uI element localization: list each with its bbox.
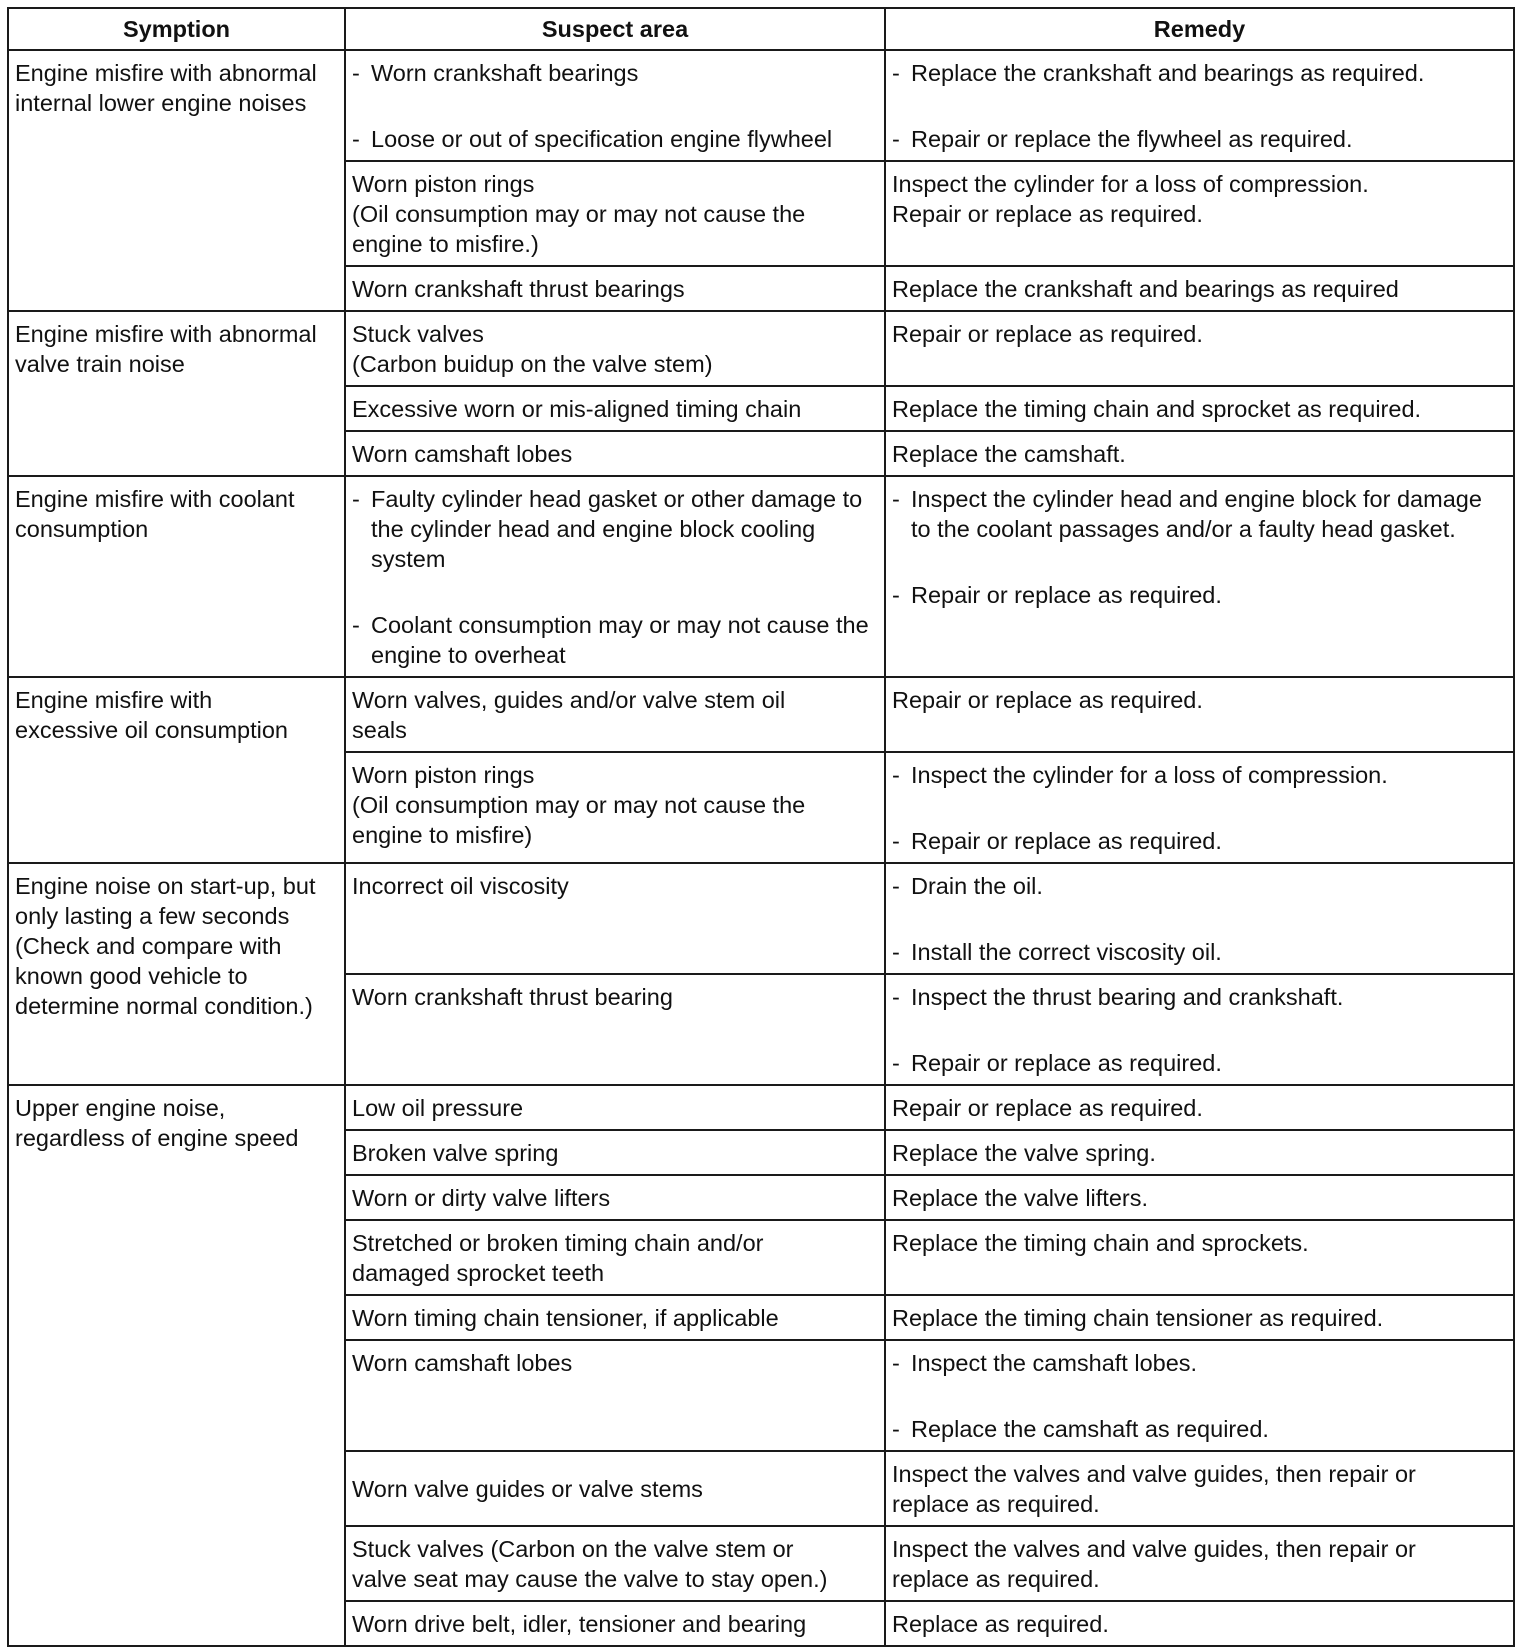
suspect-area-cell: Worn valves, guides and/or valve stem oil seals [345, 677, 885, 752]
remedy-bullet-text: Repair or replace as required. [911, 582, 1222, 608]
table-row [8, 677, 1514, 752]
remedy-bullet-item [892, 1348, 1507, 1378]
remedy-bullet-item [892, 124, 1507, 154]
remedy-bullet-text: Repair or replace as required. [911, 828, 1222, 854]
remedy-bullet-item [892, 982, 1507, 1012]
suspect-bullet-text: Worn crankshaft bearings [371, 60, 639, 86]
remedy-cell: Replace the camshaft. [885, 431, 1514, 476]
remedy-bullet-item [892, 580, 1507, 610]
remedy-cell [885, 863, 1514, 974]
table-body [8, 50, 1514, 1646]
suspect-area-cell: Worn camshaft lobes [345, 431, 885, 476]
remedy-bullet-item [892, 1048, 1507, 1078]
remedy-bullet-text: Inspect the cylinder head and engine block for damage to the coolant passages and/or a faulty head gasket. [911, 486, 1482, 542]
bullet-dash: - [892, 1350, 900, 1376]
suspect-area-cell: Worn camshaft lobes [345, 1340, 885, 1451]
suspect-area-cell [345, 476, 885, 677]
symptom-column-header: Symption [8, 8, 345, 50]
remedy-cell: Repair or replace as required. [885, 677, 1514, 752]
remedy-bullet-item [892, 484, 1507, 544]
suspect-area-cell: Worn timing chain tensioner, if applicable [345, 1295, 885, 1340]
bullet-dash: - [892, 828, 900, 854]
bullet-dash: - [892, 762, 900, 788]
table-row [8, 863, 1514, 974]
suspect-area-cell: Worn crankshaft thrust bearing [345, 974, 885, 1085]
suspect-area-cell: Worn piston rings (Oil consumption may or may not cause the engine to misfire) [345, 752, 885, 863]
remedy-cell: Replace the timing chain and sprocket as required. [885, 386, 1514, 431]
diagnosis-table [7, 7, 1515, 1647]
symptom-cell: Engine misfire with coolant consumption [8, 476, 345, 677]
bullet-dash: - [892, 1416, 900, 1442]
suspect-area-cell: Stretched or broken timing chain and/or damaged sprocket teeth [345, 1220, 885, 1295]
suspect-area-column-header: Suspect area [345, 8, 885, 50]
bullet-dash: - [352, 486, 360, 512]
remedy-cell [885, 974, 1514, 1085]
bullet-dash: - [352, 60, 360, 86]
remedy-cell: Repair or replace as required. [885, 1085, 1514, 1130]
suspect-bullet-text: Loose or out of specification engine flywheel [371, 126, 833, 152]
remedy-bullet-text: Inspect the cylinder for a loss of compression. [911, 762, 1388, 788]
suspect-bullet-item [352, 58, 878, 88]
remedy-bullet-item [892, 826, 1507, 856]
remedy-cell: Inspect the cylinder for a loss of compression. Repair or replace as required. [885, 161, 1514, 266]
bullet-dash: - [352, 126, 360, 152]
remedy-cell [885, 1340, 1514, 1451]
suspect-area-cell: Stuck valves (Carbon buidup on the valve stem) [345, 311, 885, 386]
suspect-area-cell: Broken valve spring [345, 1130, 885, 1175]
suspect-area-cell: Worn valve guides or valve stems [345, 1451, 885, 1526]
suspect-area-cell: Worn piston rings (Oil consumption may or may not cause the engine to misfire.) [345, 161, 885, 266]
table-row [8, 311, 1514, 386]
bullet-dash: - [892, 939, 900, 965]
remedy-bullet-item [892, 937, 1507, 967]
table-row [8, 1085, 1514, 1130]
remedy-cell [885, 752, 1514, 863]
remedy-cell: Repair or replace as required. [885, 311, 1514, 386]
remedy-bullet-item [892, 58, 1507, 88]
symptom-cell: Engine misfire with abnormal internal lower engine noises [8, 50, 345, 311]
remedy-bullet-item [892, 871, 1507, 901]
remedy-column-header: Remedy [885, 8, 1514, 50]
remedy-bullet-item [892, 760, 1507, 790]
suspect-area-cell: Worn crankshaft thrust bearings [345, 266, 885, 311]
suspect-area-cell: Worn or dirty valve lifters [345, 1175, 885, 1220]
suspect-bullet-item [352, 610, 878, 670]
table-row [8, 50, 1514, 161]
remedy-bullet-text: Inspect the thrust bearing and crankshaft. [911, 984, 1344, 1010]
suspect-bullet-text: Coolant consumption may or may not cause the engine to overheat [371, 612, 869, 668]
table-row [8, 476, 1514, 677]
remedy-bullet-text: Replace the crankshaft and bearings as required. [911, 60, 1425, 86]
suspect-bullet-item [352, 484, 878, 574]
suspect-bullet-item [352, 124, 878, 154]
suspect-area-cell: Low oil pressure [345, 1085, 885, 1130]
remedy-bullet-text: Drain the oil. [911, 873, 1043, 899]
suspect-area-cell: Excessive worn or mis-aligned timing chain [345, 386, 885, 431]
suspect-area-cell: Incorrect oil viscosity [345, 863, 885, 974]
remedy-cell: Replace the timing chain tensioner as required. [885, 1295, 1514, 1340]
suspect-area-cell [345, 50, 885, 161]
remedy-cell: Inspect the valves and valve guides, then repair or replace as required. [885, 1526, 1514, 1601]
bullet-dash: - [892, 126, 900, 152]
bullet-dash: - [892, 1050, 900, 1076]
header-row [8, 8, 1514, 50]
suspect-area-cell: Worn drive belt, idler, tensioner and bearing [345, 1601, 885, 1646]
remedy-cell: Replace as required. [885, 1601, 1514, 1646]
symptom-cell: Engine misfire with excessive oil consumption [8, 677, 345, 863]
remedy-bullet-text: Replace the camshaft as required. [911, 1416, 1269, 1442]
bullet-dash: - [892, 582, 900, 608]
suspect-area-cell: Stuck valves (Carbon on the valve stem or valve seat may cause the valve to stay open.) [345, 1526, 885, 1601]
remedy-bullet-text: Repair or replace as required. [911, 1050, 1222, 1076]
remedy-bullet-text: Inspect the camshaft lobes. [911, 1350, 1198, 1376]
remedy-cell [885, 476, 1514, 677]
remedy-cell: Replace the valve lifters. [885, 1175, 1514, 1220]
symptom-cell: Engine noise on start-up, but only lasting a few seconds (Check and compare with known good vehicle to determine normal condition.) [8, 863, 345, 1085]
remedy-bullet-text: Install the correct viscosity oil. [911, 939, 1222, 965]
remedy-cell: Replace the crankshaft and bearings as required [885, 266, 1514, 311]
remedy-cell: Replace the valve spring. [885, 1130, 1514, 1175]
bullet-dash: - [892, 984, 900, 1010]
bullet-dash: - [892, 486, 900, 512]
bullet-dash: - [892, 60, 900, 86]
remedy-cell: Replace the timing chain and sprockets. [885, 1220, 1514, 1295]
symptom-cell: Upper engine noise, regardless of engine speed [8, 1085, 345, 1646]
remedy-bullet-item [892, 1414, 1507, 1444]
suspect-bullet-text: Faulty cylinder head gasket or other damage to the cylinder head and engine block cooling system [371, 486, 863, 572]
remedy-cell [885, 50, 1514, 161]
remedy-cell: Inspect the valves and valve guides, then repair or replace as required. [885, 1451, 1514, 1526]
bullet-dash: - [892, 873, 900, 899]
remedy-bullet-text: Repair or replace the flywheel as required. [911, 126, 1353, 152]
table-header [8, 8, 1514, 50]
bullet-dash: - [352, 612, 360, 638]
symptom-cell: Engine misfire with abnormal valve train noise [8, 311, 345, 476]
